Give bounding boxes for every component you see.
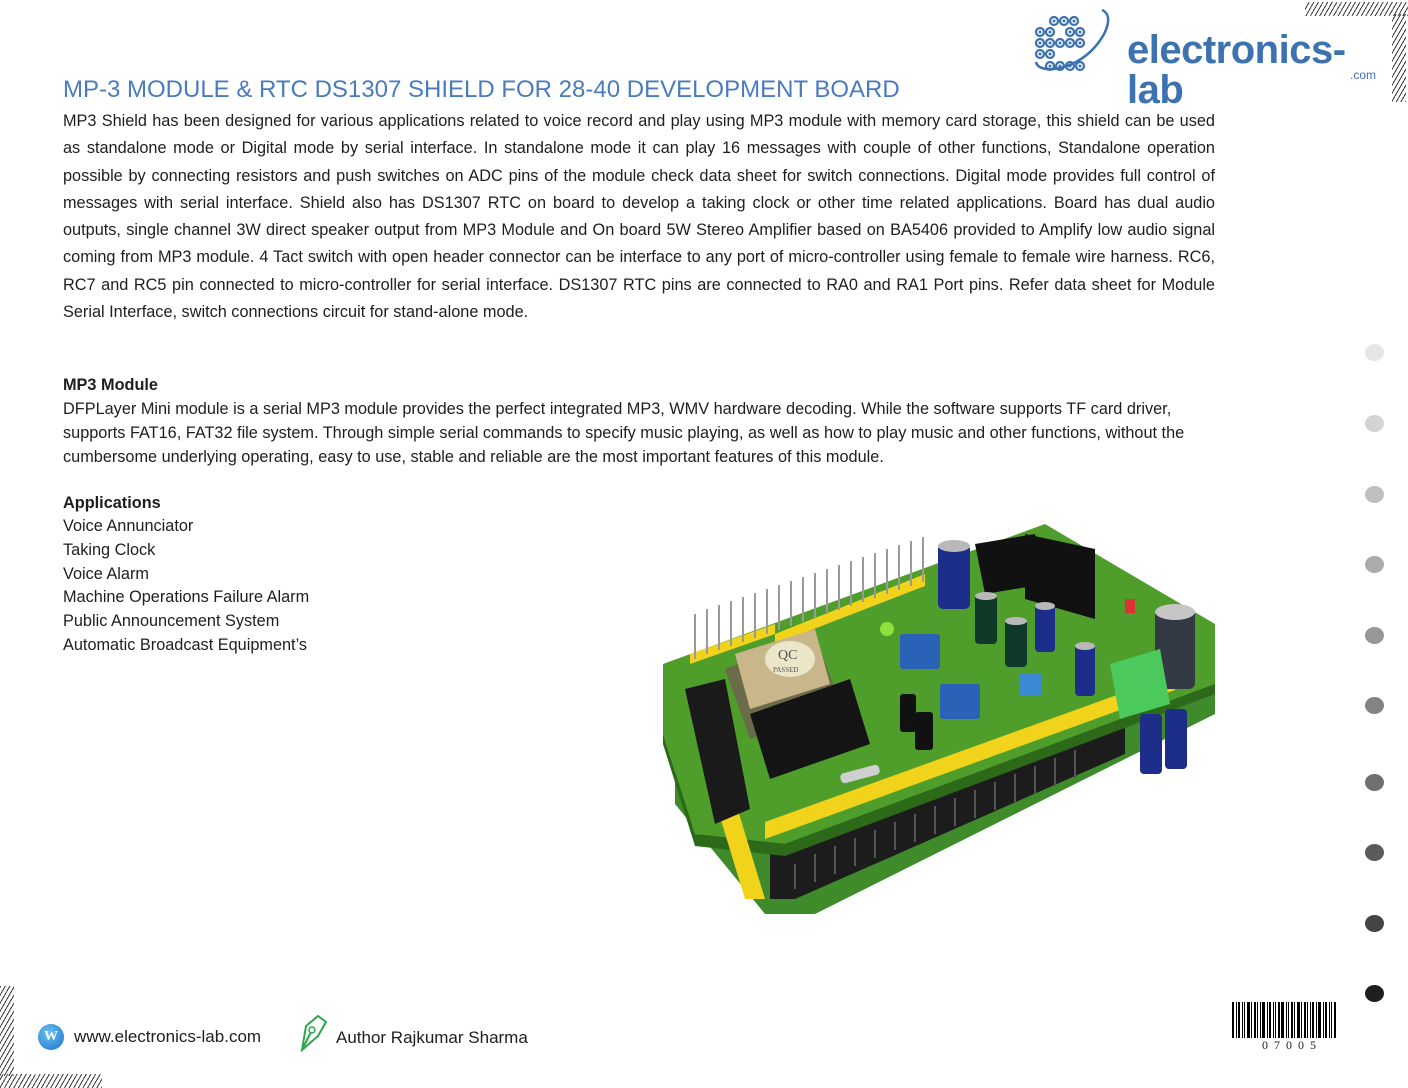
- pen-nib-icon: [296, 1012, 328, 1052]
- logo-wordmark: electronics-lab: [1127, 28, 1346, 112]
- list-item: Voice Alarm: [63, 564, 149, 583]
- mp3-module-text: DFPLayer Mini module is a serial MP3 module provides the perfect integrated MP3, WMV hardware decoding. While the software supports TF card driver, supports FAT16, FAT32 file system. Through simple serial commands to specify music playing, as well as how to play music and other functions, without the cumbersome underlying operating, easy to use, stable and reliable are the most important features of this module.: [63, 400, 1185, 466]
- passed-label: PASSED: [773, 666, 799, 674]
- barcode-number: 07005: [1262, 1038, 1322, 1052]
- dot-3: [1365, 486, 1384, 503]
- circuit-dots-logo-icon: [1032, 8, 1112, 80]
- logo-domain-suffix: .com: [1350, 68, 1377, 82]
- dot-5: [1365, 627, 1384, 644]
- website-url[interactable]: www.electronics-lab.com: [74, 1027, 262, 1046]
- dot-1: [1365, 344, 1384, 361]
- mp3-module-section: [63, 373, 1223, 469]
- dot-4: [1365, 556, 1384, 573]
- website-link[interactable]: [38, 1024, 261, 1050]
- barcode: [1232, 1002, 1354, 1038]
- applications-heading: Applications: [63, 494, 161, 512]
- pcb-board-photo: [655, 504, 1220, 916]
- corner-hatch-left: [0, 986, 14, 1076]
- dot-10: [1365, 985, 1384, 1002]
- dot-6: [1365, 697, 1384, 714]
- list-item: Automatic Broadcast Equipment’s: [63, 635, 308, 654]
- author-name: Author Rajkumar Sharma: [336, 1028, 528, 1047]
- corner-hatch-right: [1392, 14, 1406, 102]
- dot-2: [1365, 415, 1384, 432]
- website-globe-icon: W: [38, 1024, 64, 1050]
- dot-9: [1365, 915, 1384, 932]
- qc-label: QC: [778, 648, 798, 663]
- electronics-lab-logo[interactable]: [1032, 8, 1392, 112]
- author-credit: [296, 1012, 528, 1052]
- list-item: Machine Operations Failure Alarm: [63, 588, 310, 607]
- dot-7: [1365, 774, 1384, 791]
- list-item: Public Announcement System: [63, 612, 280, 631]
- list-item: Taking Clock: [63, 540, 156, 559]
- list-item: Voice Annunciator: [63, 517, 194, 535]
- mp3-module-heading: MP3 Module: [63, 376, 158, 394]
- dot-8: [1365, 844, 1384, 861]
- corner-hatch-bottom-left: [0, 1074, 102, 1088]
- intro-paragraph: MP3 Shield has been designed for various applications related to voice record and play using MP3 module with memory card storage, this shield can be used as standalone mode or Digital mode by serial interface. In standalone mode it can play 16 messages with couple of other functions, Standalone operation possible by connecting resistors and push switches on ADC pins of the module check data sheet for switch connections. Digital mode provides full control of messages with serial interface. Shield also has DS1307 RTC on board to develop a taking clock or other time related applications. Board has dual audio outputs, single channel 3W direct speaker output from MP3 Module and On board 5W Stereo Amplifier based on BA5406 provided to Amplify low audio signal coming from MP3 module. 4 Tact switch with open header connector can be interface to any port of micro-controller using female to female wire harness. RC6, RC7 and RC5 pin connected to micro-controller for serial interface. DS1307 RTC pins are connected to RA0 and RA1 Port pins. Refer data sheet for Module Serial Interface, switch connections circuit for stand-alone mode.: [63, 112, 1215, 322]
- page-title: MP-3 MODULE & RTC DS1307 SHIELD FOR 28-40 DEVELOPMENT BOARD: [63, 76, 900, 103]
